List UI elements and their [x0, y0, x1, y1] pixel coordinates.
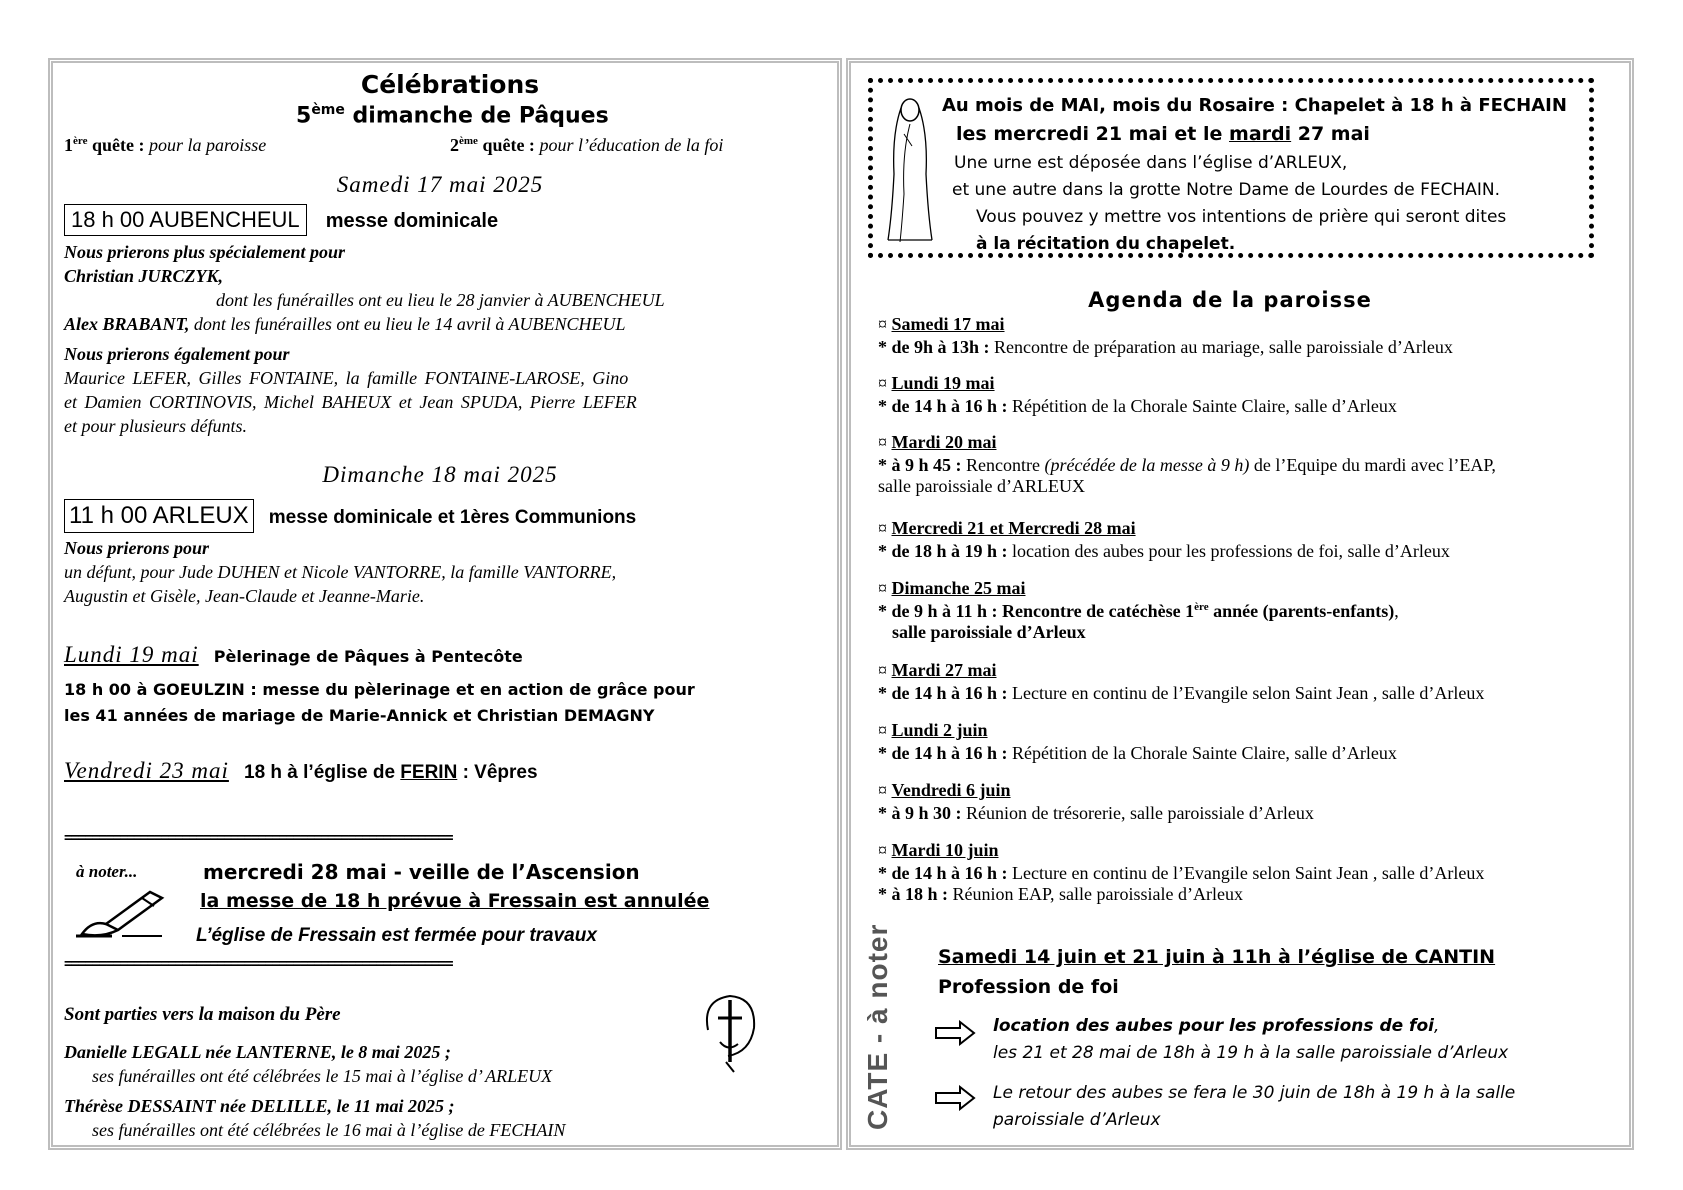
saturday-mass-row	[64, 204, 498, 236]
agenda-date-9: Mardi 10 juin	[891, 840, 999, 860]
separator-bottom: ========================================================	[64, 956, 453, 972]
cate-bullet-2-line-1: Le retour des aubes se fera le 30 juin de 18h à 19 h à la salle	[993, 1083, 1516, 1103]
sunday-heading	[296, 102, 609, 128]
agenda-item-4	[878, 518, 1450, 562]
agenda-text-5-line2: salle paroissiale d’Arleux	[892, 622, 1086, 642]
agenda-item-3	[878, 432, 1496, 497]
sunday-mass-row	[64, 499, 636, 533]
friday-row	[64, 758, 538, 784]
agenda-item-6	[878, 660, 1484, 704]
agenda-text-6: Lecture en continu de l’Evangile selon Saint Jean , salle d’Arleux	[1007, 683, 1485, 703]
sat-name-2-bold: Alex BRABANT,	[64, 314, 190, 334]
agenda-text-9: Lecture en continu de l’Evangile selon Saint Jean , salle d’Arleux	[1007, 863, 1485, 883]
agenda-text-9b: Réunion EAP, salle paroissiale d’Arleux	[948, 884, 1243, 904]
q1-label: quête :	[87, 135, 145, 155]
cate-bullet-2-line-2: paroissiale d’Arleux	[993, 1110, 1161, 1130]
friday-pre: 18 h à l’église de	[244, 762, 401, 783]
agenda-time-7: * de 14 h à 16 h :	[878, 743, 1008, 763]
note-line-2: la messe de 18 h prévue à Fressain est annulée	[200, 890, 710, 912]
agenda-text-5b: année (parents-enfants)	[1208, 601, 1395, 621]
monday-title: Pèlerinage de Pâques à Pentecôte	[213, 647, 523, 666]
agenda-date-5: Dimanche 25 mai	[891, 578, 1026, 598]
agenda-text-3a: Rencontre	[961, 455, 1045, 475]
sat-list-1: Maurice LEFER, Gilles FONTAINE, la famille FONTAINE-LAROSE, Gino	[64, 368, 629, 388]
note-line-1: mercredi 28 mai - veille de l’Ascension	[203, 860, 640, 884]
sunday-num: 5	[296, 103, 312, 129]
agenda-time-9b: * à 18 h :	[878, 884, 949, 904]
agenda-item-8	[878, 780, 1314, 824]
agenda-item-2	[878, 373, 1397, 417]
agenda-date-6: Mardi 27 mai	[891, 660, 997, 680]
sat-name-2	[64, 314, 626, 335]
deaths-title: Sont parties vers la maison du Père	[64, 1004, 341, 1025]
bullet: ¤	[878, 840, 892, 860]
bullet: ¤	[878, 660, 892, 680]
bullet: ¤	[878, 780, 892, 800]
rosary-l2a: les mercredi 21 mai et le	[956, 123, 1230, 145]
agenda-time-6: * de 14 h à 16 h :	[878, 683, 1008, 703]
bullet: ¤	[878, 518, 892, 538]
sun-list-1: un défunt, pour Jude DUHEN et Nicole VANTORRE, la famille VANTORRE,	[64, 562, 617, 582]
cate-bullet-1-line-2: les 21 et 28 mai de 18h à 19 h à la salle paroissiale d’Arleux	[993, 1043, 1509, 1063]
quete-1	[64, 135, 266, 156]
death-2: Thérèse DESSAINT née DELILLE, le 11 mai 2025 ;	[64, 1096, 455, 1116]
agenda-date-8: Vendredi 6 juin	[891, 780, 1011, 800]
separator-top: ========================================================	[64, 830, 453, 846]
agenda-date-3: Mardi 20 mai	[891, 432, 997, 452]
sun-list-2: Augustin et Gisèle, Jean-Claude et Jeanne-Marie.	[64, 586, 425, 606]
arrow-icon	[934, 1020, 976, 1046]
rosary-line-2	[956, 123, 1370, 145]
agenda-time-1: * de 9h à 13h :	[878, 337, 990, 357]
death-1-detail: ses funérailles ont été célébrées le 15 mai à l’église d’ ARLEUX	[92, 1066, 553, 1086]
bullet: ¤	[878, 373, 892, 393]
agenda-date-2: Lundi 19 mai	[891, 373, 995, 393]
pen-icon	[72, 884, 168, 940]
q2-text: pour l’éducation de la foi	[534, 135, 724, 155]
agenda-text-5c: ,	[1394, 601, 1399, 621]
agenda-date-1: Samedi 17 mai	[891, 314, 1005, 334]
cate-line-1: Samedi 14 juin et 21 juin à 11h à l’église de CANTIN	[938, 946, 1496, 968]
arrow-icon	[934, 1085, 976, 1111]
sunday-date: Dimanche 18 mai 2025	[322, 462, 558, 487]
sat-name-1-detail: dont les funérailles ont eu lieu le 28 janvier à AUBENCHEUL	[216, 290, 665, 310]
agenda-date-7: Lundi 2 juin	[891, 720, 988, 740]
death-1: Danielle LEGALL née LANTERNE, le 8 mai 2025 ;	[64, 1042, 451, 1062]
q1-sup: ère	[73, 135, 88, 147]
sat-pray-2: Nous prierons également pour	[64, 344, 290, 364]
q1-text: pour la paroisse	[144, 135, 267, 155]
sat-list-3: et pour plusieurs défunts.	[64, 416, 247, 436]
monday-row	[64, 642, 523, 668]
q2-label: quête :	[477, 135, 535, 155]
rosary-line-3: Une urne est déposée dans l’église d’ARLEUX,	[954, 153, 1348, 173]
agenda-text-4: location des aubes pour les professions de foi, salle d’Arleux	[1007, 541, 1450, 561]
rosary-line-1: Au mois de MAI, mois du Rosaire : Chapelet à 18 h à FECHAIN	[942, 95, 1567, 116]
agenda-time-9: * de 14 h à 16 h :	[878, 863, 1008, 883]
virgin-mary-icon	[882, 94, 938, 246]
sat-name-1: Christian JURCZYK,	[64, 266, 224, 286]
q2-sup: ème	[459, 135, 478, 147]
monday-line-1: 18 h 00 à GOEULZIN : messe du pèlerinage et en action de grâce pour	[64, 680, 695, 699]
agenda-item-5	[878, 578, 1399, 643]
agenda-time-4: * de 18 h à 19 h :	[878, 541, 1008, 561]
agenda-text-7: Répétition de la Chorale Sainte Claire, salle d’Arleux	[1007, 743, 1397, 763]
saturday-date: Samedi 17 mai 2025	[336, 172, 544, 197]
saturday-mass-type: messe dominicale	[325, 210, 499, 232]
friday-place: FERIN	[400, 762, 458, 783]
sunday-mass-type: messe dominicale et 1ères Communions	[268, 507, 637, 528]
sat-list-2: et Damien CORTINOVIS, Michel BAHEUX et Jean SPUDA, Pierre LEFER	[64, 392, 637, 412]
agenda-item-7	[878, 720, 1397, 764]
agenda-time-2: * de 14 h à 16 h :	[878, 396, 1008, 416]
cate-bullet-1-line-1	[993, 1016, 1439, 1036]
agenda-item-1	[878, 314, 1453, 358]
agenda-item-9	[878, 840, 1484, 905]
agenda-text-3it: (précédée de la messe à 9 h)	[1044, 455, 1250, 475]
agenda-date-4: Mercredi 21 et Mercredi 28 mai	[891, 518, 1136, 538]
agenda-text-3-line2: salle paroissiale d’ARLEUX	[878, 476, 1085, 496]
rosary-line-4: et une autre dans la grotte Notre Dame de Lourdes de FECHAIN.	[952, 180, 1501, 200]
bullet: ¤	[878, 432, 892, 452]
agenda-text-3b: de l’Equipe du mardi avec l’EAP,	[1249, 455, 1496, 475]
agenda-sup-5: ère	[1194, 601, 1209, 613]
monday-date: Lundi 19 mai	[64, 642, 199, 667]
death-2-detail: ses funérailles ont été célébrées le 16 mai à l’église de FECHAIN	[92, 1120, 566, 1140]
cate-b1-comma: ,	[1433, 1016, 1440, 1036]
rosary-line-6: à la récitation du chapelet.	[976, 234, 1236, 254]
rosary-line-5: Vous pouvez y mettre vos intentions de prière qui seront dites	[976, 207, 1507, 227]
note-label: à noter...	[76, 862, 138, 881]
friday-post: : Vêpres	[457, 762, 538, 783]
cross-icon	[698, 990, 762, 1074]
page-title: Célébrations	[360, 70, 540, 99]
agenda-text-5a: : Rencontre de catéchèse 1	[987, 601, 1195, 621]
sunday-time-box: 11 h 00 ARLEUX	[64, 499, 254, 533]
bullet: ¤	[878, 578, 892, 598]
monday-line-2: les 41 années de mariage de Marie-Annick et Christian DEMAGNY	[64, 706, 655, 725]
sunday-sup: ème	[311, 102, 345, 118]
agenda-text-2: Répétition de la Chorale Sainte Claire, salle d’Arleux	[1007, 396, 1397, 416]
saturday-time-box: 18 h 00 AUBENCHEUL	[64, 204, 307, 236]
friday-date: Vendredi 23 mai	[64, 758, 229, 783]
rosary-l2b: mardi	[1229, 123, 1292, 145]
cate-line-2: Profession de foi	[938, 976, 1119, 998]
q2-num: 2	[450, 135, 459, 155]
rosary-l2c: 27 mai	[1291, 123, 1370, 145]
quete-2	[450, 135, 723, 156]
q1-num: 1	[64, 135, 73, 155]
note-line-3: L’église de Fressain est fermée pour travaux	[196, 925, 597, 946]
sunday-rest: dimanche de Pâques	[344, 103, 609, 129]
cate-b1-text: location des aubes pour les professions de foi	[993, 1016, 1434, 1036]
agenda-title: Agenda de la paroisse	[1088, 288, 1372, 312]
agenda-text-1: Rencontre de préparation au mariage, salle paroissiale d’Arleux	[989, 337, 1453, 357]
bullet: ¤	[878, 314, 892, 334]
agenda-time-3: * à 9 h 45 :	[878, 455, 962, 475]
sat-pray-1: Nous prierons plus spécialement pour	[64, 242, 346, 262]
agenda-text-8: Réunion de trésorerie, salle paroissiale d’Arleux	[961, 803, 1314, 823]
cate-vertical-label: CATE - à noter	[862, 923, 893, 1130]
agenda-time-8: * à 9 h 30 :	[878, 803, 962, 823]
sat-name-2-detail: dont les funérailles ont eu lieu le 14 avril à AUBENCHEUL	[189, 314, 626, 334]
bullet: ¤	[878, 720, 892, 740]
sun-pray: Nous prierons pour	[64, 538, 210, 558]
agenda-time-5: * de 9 h à 11 h	[878, 601, 988, 621]
